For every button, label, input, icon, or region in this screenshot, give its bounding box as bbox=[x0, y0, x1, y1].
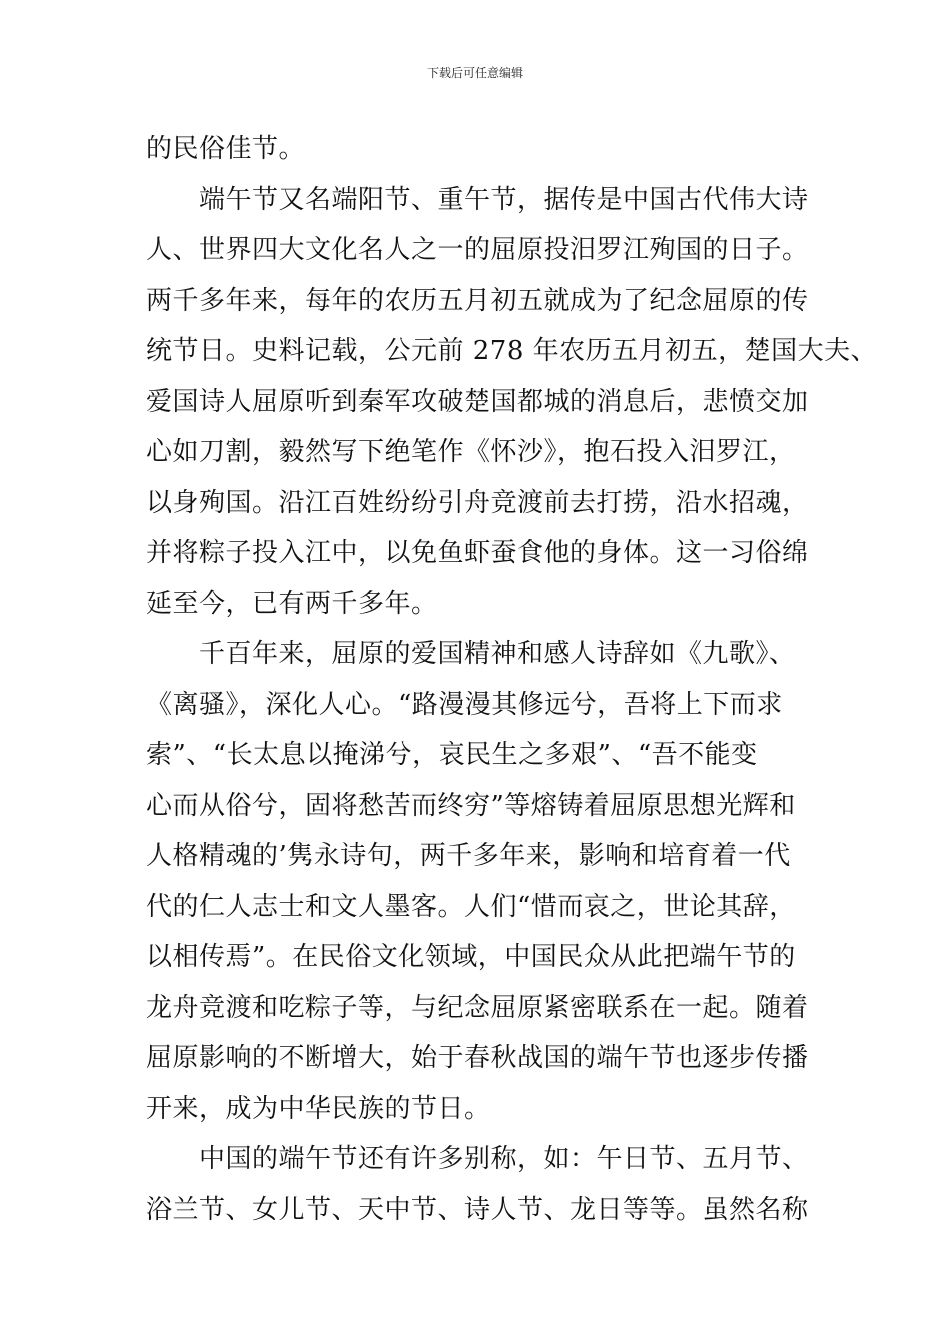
text-line: 屈原影响的不断增大，始于春秋战国的端午节也逐步传播 bbox=[146, 1043, 809, 1073]
text-line: 并将粽子投入江中，以免鱼虾蚕食他的身体。这一习俗绵 bbox=[146, 538, 809, 568]
text-line: 两千多年来，每年的农历五月初五就成为了纪念屈原的传 bbox=[146, 285, 809, 316]
text-line: 人、世界四大文化名人之一的屈原投汨罗江殉国的日子。 bbox=[146, 235, 809, 265]
text-line: 端午节又名端阳节、重午节，据传是中国古代伟大诗 bbox=[199, 184, 809, 215]
text-line: 的民俗佳节。 bbox=[146, 134, 306, 164]
text-line: 《离骚》，深化人心。“路漫漫其修远兮，吾将上下而求 bbox=[146, 689, 783, 720]
text-line: 千百年来，屈原的爱国精神和感人诗辞如《九歌》、 bbox=[199, 639, 796, 669]
text-line: 代的仁人志士和文人墨客。人们“惜而哀之，世论其辞， bbox=[146, 891, 796, 922]
page-header: 下载后可任意编辑 bbox=[426, 66, 523, 80]
body-text bbox=[146, 124, 878, 1235]
text-line: 心而从俗兮，固将愁苦而终穷”等熔铸着屈原思想光辉和 bbox=[146, 790, 796, 821]
text-line: 心如刀割，毅然写下绝笔作《怀沙》，抱石投入汨罗江， bbox=[146, 437, 796, 467]
text-line: 中国的端午节还有许多别称，如：午日节、五月节、 bbox=[199, 1144, 809, 1174]
text-line: 索”、“长太息以掩涕兮，哀民生之多艰”、“吾不能变 bbox=[146, 740, 758, 770]
text-line: 龙舟竞渡和吃粽子等，与纪念屈原紧密联系在一起。随着 bbox=[146, 992, 809, 1023]
text-line: 以身殉国。沿江百姓纷纷引舟竞渡前去打捞，沿水招魂， bbox=[146, 487, 809, 518]
text-line: 人格精魂的’隽永诗句，两千多年来，影响和培育着一代 bbox=[146, 841, 791, 871]
text-line: 统节日。史料记载，公元前 278 年农历五月初五，楚国大夫、 bbox=[146, 336, 878, 366]
text-line: 延至今，已有两千多年。 bbox=[146, 588, 438, 619]
text-line: 以相传焉”。在民俗文化领域，中国民众从此把端午节的 bbox=[146, 942, 796, 972]
text-line: 爱国诗人屈原听到秦军攻破楚国都城的消息后，悲愤交加 bbox=[146, 386, 809, 417]
text-line: 浴兰节、女儿节、天中节、诗人节、龙日等等。虽然名称 bbox=[146, 1194, 809, 1225]
text-line: 开来，成为中华民族的节日。 bbox=[146, 1093, 491, 1124]
